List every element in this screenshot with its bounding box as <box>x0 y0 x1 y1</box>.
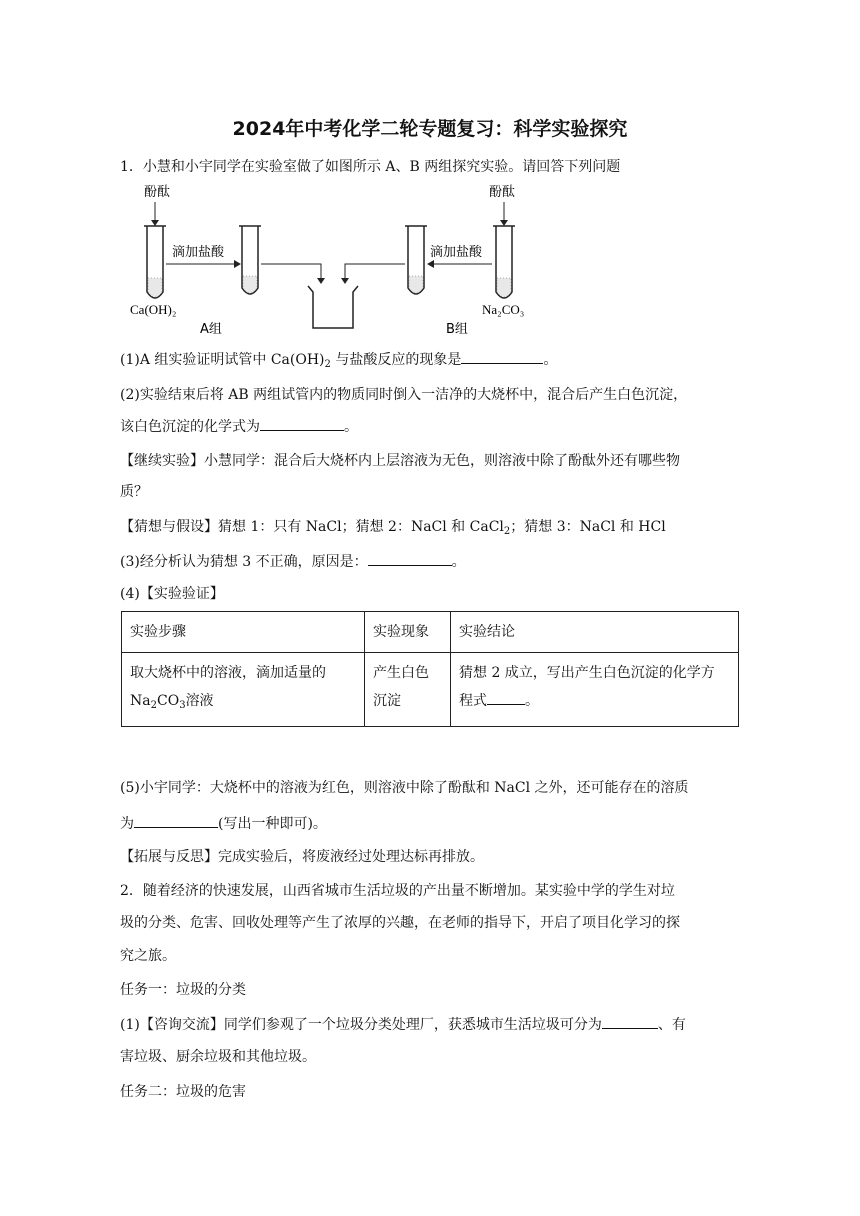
group-a-label: A组 <box>200 322 222 337</box>
q2-intro-line2: 圾的分类、危害、回收处理等产生了浓厚的兴趣，在老师的指导下，开启了项目化学习的探 <box>120 915 680 931</box>
tube-b1-liquid <box>409 276 423 293</box>
q1-part5-text-a: 为 <box>120 816 134 832</box>
table-header-phenomenon: 实验现象 <box>365 612 451 653</box>
q1-part1-text-b: 与盐酸反应的现象是 <box>330 352 462 368</box>
q1-part5-line1: (5)小宇同学：大烧杯中的溶液为红色，则溶液中除了酚酞和 NaCl 之外，还可能存在的溶质 <box>120 780 689 796</box>
q2-part1-line2: 害垃圾、厨余垃圾和其他垃圾。 <box>120 1049 316 1065</box>
hypothesis-sub: 2 <box>503 526 511 537</box>
step-line2: $Na_2CO_3$溶液 <box>130 693 214 711</box>
q1-intro: 1．小慧和小宇同学在实验室做了如图所示 A、B 两组探究实验。请回答下列问题 <box>120 159 621 175</box>
left-reagent-arrowhead <box>151 220 159 226</box>
experiment-figure <box>120 180 550 340</box>
step-line1: 取大烧杯中的溶液，滴加适量的 <box>130 665 326 681</box>
hypothesis-text-a: 【猜想与假设】猜想 1：只有 NaCl；猜想 2：NaCl 和 CaCl <box>120 519 504 535</box>
tube-a1-liquid <box>148 278 162 297</box>
q2-part1-blank[interactable] <box>602 1014 658 1029</box>
q1-part2-text: 该白色沉淀的化学式为 <box>120 419 260 435</box>
q1-part2-blank[interactable] <box>260 416 344 431</box>
q1-part1-sub: 2 <box>324 359 331 370</box>
q1-part1-blank[interactable] <box>461 349 543 364</box>
group-b-label: B组 <box>446 322 468 337</box>
q1-part2-line1: (2)实验结束后将 AB 两组试管内的物质同时倒入一洁净的大烧杯中，混合后产生白色沉淀， <box>120 387 688 403</box>
q1-part1-end: 。 <box>543 352 558 368</box>
phenomenon-line1: 产生白色 <box>373 665 429 681</box>
hypothesis-text-b: ；猜想 3：NaCl 和 HCl <box>510 519 666 535</box>
table-cell-conclusion <box>451 653 739 727</box>
q2-part1-text-a: (1)【咨询交流】同学们参观了一个垃圾分类处理厂，获悉城市生活垃圾可分为 <box>120 1017 602 1033</box>
q1-part5-line2 <box>120 813 745 834</box>
q1-part3-text: (3)经分析认为猜想 3 不正确，原因是： <box>120 554 368 570</box>
table-row <box>122 653 739 727</box>
q1-part1 <box>120 349 745 375</box>
right-action-label: 滴加盐酸 <box>430 245 483 260</box>
q2-task2: 任务二：垃圾的危害 <box>120 1084 246 1100</box>
q1-part3-blank[interactable] <box>368 551 452 566</box>
q2-intro-line3: 究之旅。 <box>120 948 176 964</box>
q1-part5-text-b: (写出一种即可)。 <box>218 816 327 832</box>
q2-part1-text-b: 、有 <box>657 1017 686 1033</box>
hypothesis-line <box>120 517 745 542</box>
left-tube-label: Ca(OH)₂ <box>130 302 177 317</box>
q2-task1: 任务一：垃圾的分类 <box>120 982 246 998</box>
table-header-step: 实验步骤 <box>122 612 365 653</box>
q1-part2-end: 。 <box>344 419 358 435</box>
pour-line-b <box>345 264 405 280</box>
q1-part3-end: 。 <box>451 554 466 570</box>
tube-a2-liquid <box>243 276 257 293</box>
beaker <box>308 286 358 328</box>
table-cell-phenomenon <box>365 653 451 727</box>
q1-part4-heading: (4)【实验验证】 <box>120 586 224 602</box>
right-tube-label: Na₂CO₃ <box>482 302 525 317</box>
extension-reflection: 【拓展与反思】完成实验后，将废液经过处理达标再排放。 <box>120 849 484 865</box>
continue-experiment-line1: 【继续实验】小慧同学：混合后大烧杯内上层溶液为无色，则溶液中除了酚酞外还有哪些物 <box>120 453 680 469</box>
q1-part3 <box>120 551 745 572</box>
right-reagent-label: 酚酞 <box>489 185 516 200</box>
conclusion-blank[interactable] <box>487 690 525 705</box>
experiment-table <box>121 611 739 727</box>
q1-part5-blank[interactable] <box>134 813 218 828</box>
pour-line-a <box>261 264 321 280</box>
conclusion-line2: 程式 。 <box>459 687 730 715</box>
continue-experiment-line2: 质？ <box>120 484 148 500</box>
q1-part1-text-a: (1)A 组实验证明试管中 Ca(OH) <box>120 352 325 368</box>
q1-part2-line2 <box>120 416 745 437</box>
phenomenon-line2: 沉淀 <box>373 693 401 709</box>
table-header-conclusion: 实验结论 <box>451 612 739 653</box>
table-header-row <box>122 612 739 653</box>
page-title: 2024年中考化学二轮专题复习：科学实验探究 <box>232 118 628 140</box>
left-reagent-label: 酚酞 <box>144 185 171 200</box>
conclusion-line1: 猜想 2 成立，写出产生白色沉淀的化学方 <box>459 665 715 681</box>
left-action-label: 滴加盐酸 <box>172 245 225 260</box>
tube-b2-liquid <box>497 278 511 297</box>
q2-part1-line1 <box>120 1014 745 1035</box>
q2-intro-line1: 2．随着经济的快速发展，山西省城市生活垃圾的产出量不断增加。某实验中学的学生对垃 <box>120 883 675 899</box>
table-cell-step <box>122 653 365 727</box>
